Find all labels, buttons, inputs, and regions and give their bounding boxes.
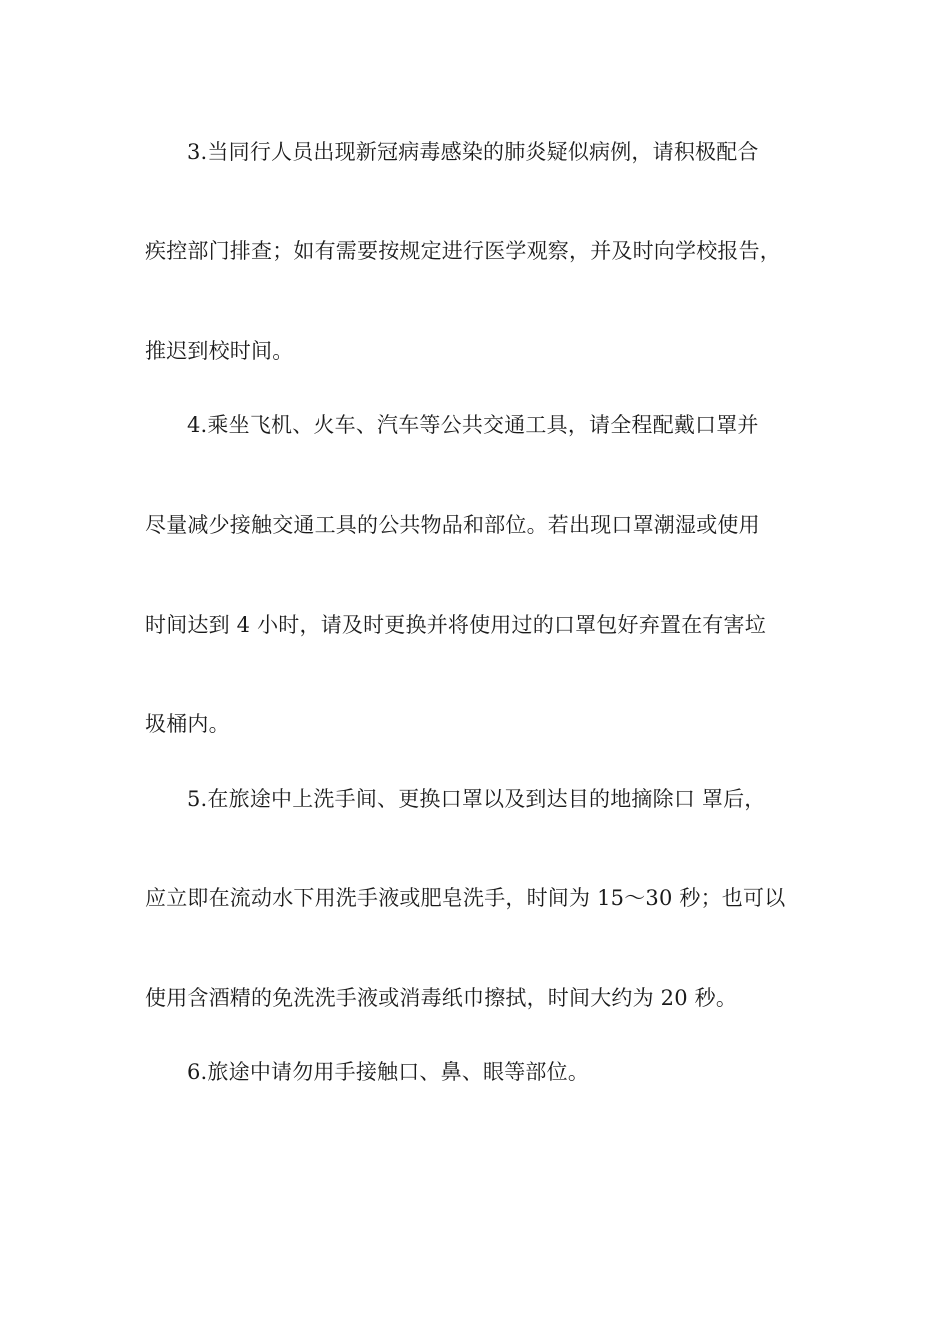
paragraph-6-line-1: 6.旅途中请勿用手接触口、鼻、眼等部位。 xyxy=(187,1060,590,1084)
paragraph-5-line-3: 使用含酒精的免洗洗手液或消毒纸巾擦拭，时间大约为 20 秒。 xyxy=(145,986,738,1010)
paragraph-4-line-2: 尽量减少接触交通工具的公共物品和部位。若出现口罩潮湿或使用 xyxy=(145,513,760,537)
paragraph-4-line-3: 时间达到 4 小时，请及时更换并将使用过的口罩包好弃置在有害垃 xyxy=(145,613,766,637)
paragraph-5-line-1: 5.在旅途中上洗手间、更换口罩以及到达目的地摘除口 罩后， xyxy=(187,787,766,811)
paragraph-3-line-2: 疾控部门排查；如有需要按规定进行医学观察，并及时向学校报告， xyxy=(145,239,781,263)
paragraph-3-line-3: 推迟到校时间。 xyxy=(145,339,294,363)
paragraph-4-line-1: 4.乘坐飞机、火车、汽车等公共交通工具，请全程配戴口罩并 xyxy=(187,413,759,437)
paragraph-4-line-4: 圾桶内。 xyxy=(145,712,230,736)
paragraph-3-line-1: 3.当同行人员出现新冠病毒感染的肺炎疑似病例，请积极配合 xyxy=(187,140,759,164)
paragraph-5-line-2: 应立即在流动水下用洗手液或肥皂洗手，时间为 15～30 秒；也可以 xyxy=(145,886,786,910)
